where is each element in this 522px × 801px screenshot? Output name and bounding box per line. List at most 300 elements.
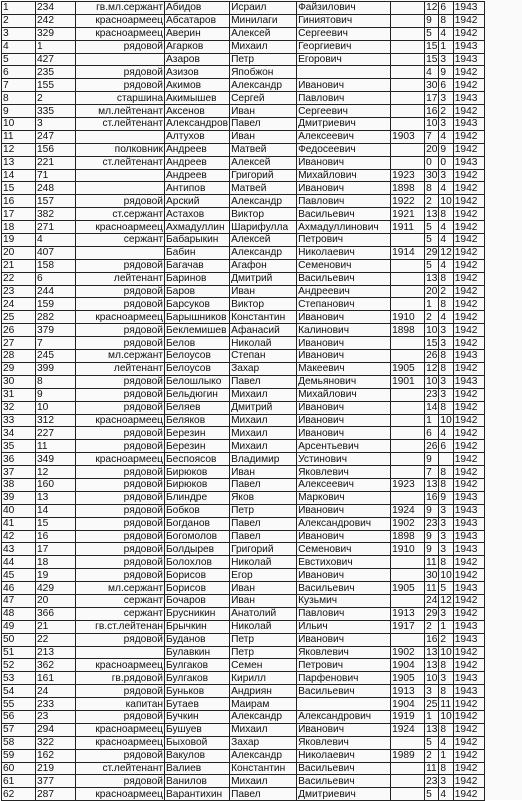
- surname-cell: Белов: [165, 337, 230, 350]
- surname-cell: Болдырев: [165, 543, 230, 556]
- record-code: 162: [36, 749, 76, 762]
- table-row: [2, 182, 485, 195]
- birth-year-cell: [391, 53, 425, 66]
- death-day-cell: 23: [426, 389, 438, 401]
- death-year-cell: 1942: [453, 169, 484, 182]
- first-name-cell: Константин: [230, 762, 297, 775]
- birth-year-cell: [391, 491, 425, 504]
- row-number: 14: [2, 169, 36, 182]
- death-month-cell: 8: [439, 350, 453, 363]
- record-code: 227: [36, 427, 76, 440]
- death-day-cell: 11: [425, 556, 439, 569]
- surname-cell: Азаров: [165, 53, 230, 66]
- death-year-cell: 1942: [453, 208, 484, 221]
- death-month-cell: 5: [439, 582, 453, 595]
- row-number: 6: [2, 66, 36, 79]
- surname-cell: Бельдюгин: [165, 388, 230, 401]
- death-month-cell: 8: [439, 685, 453, 698]
- rank-cell: рядовой: [76, 324, 165, 337]
- row-number: 27: [2, 337, 36, 350]
- death-day-cell: 1: [425, 298, 439, 311]
- first-name-cell: Алексей: [230, 156, 297, 169]
- surname-cell: Буданов: [165, 633, 230, 646]
- record-code: 366: [36, 607, 76, 620]
- death-month-cell: 4: [439, 736, 453, 749]
- death-year-cell: 1943: [453, 118, 484, 131]
- rank-cell: лейтенант: [76, 362, 165, 375]
- patronymic-cell: Иванович: [297, 156, 391, 169]
- death-year-cell: 1942: [453, 659, 484, 672]
- record-code: 1: [36, 40, 76, 53]
- death-month-cell: 10: [440, 646, 452, 658]
- first-name-cell: Алексей: [230, 27, 297, 40]
- first-name-cell: Александр: [230, 195, 297, 208]
- first-name-cell: Сергей: [230, 92, 297, 105]
- table-row: [2, 66, 485, 79]
- row-number: 60: [2, 762, 36, 775]
- birth-year-cell: 1901: [391, 375, 425, 388]
- table-row: [2, 646, 485, 659]
- first-name-cell: Япобжон: [230, 66, 297, 79]
- death-day-cell: 20: [426, 144, 438, 156]
- first-name-cell: Григорий: [230, 543, 297, 556]
- row-number: 15: [2, 182, 36, 195]
- record-code: 379: [36, 324, 76, 337]
- rank-cell: [76, 169, 165, 182]
- patronymic-cell: Семенович: [297, 543, 391, 556]
- rank-cell: рядовой: [76, 685, 165, 698]
- table-row: [2, 736, 485, 749]
- rank-cell: рядовой: [76, 195, 165, 208]
- table-row: [2, 491, 485, 504]
- roster-table: [1, 1, 485, 801]
- death-day-cell: 15: [426, 41, 438, 53]
- record-code: 407: [36, 246, 76, 259]
- surname-cell: Варантихин: [165, 788, 230, 801]
- birth-year-cell: [391, 143, 425, 156]
- record-code: 159: [36, 298, 76, 311]
- table-row: [2, 569, 485, 582]
- rank-cell: рядовой: [76, 337, 165, 350]
- row-number: 37: [2, 466, 36, 479]
- death-year-cell: 1942: [453, 569, 484, 582]
- surname-cell: Березин: [165, 427, 230, 440]
- row-number: 44: [2, 556, 36, 569]
- death-day-cell: 5: [425, 259, 439, 272]
- rank-cell: рядовой: [76, 775, 165, 788]
- first-name-cell: Михаил: [230, 723, 297, 736]
- first-name-cell: Шарифулла: [230, 221, 297, 234]
- death-month-cell: 8: [439, 401, 453, 414]
- surname-cell: Бабарыкин: [165, 234, 230, 247]
- record-code: 399: [36, 362, 76, 375]
- rank-cell: сержант: [76, 234, 165, 247]
- rank-cell: красноармеец: [76, 27, 165, 40]
- death-month-cell: 9: [439, 143, 453, 156]
- death-year-cell: 1943: [453, 517, 484, 530]
- death-day-cell: 17: [426, 92, 438, 104]
- death-month-cell: 1: [439, 749, 453, 762]
- death-month-cell: 4: [439, 221, 453, 234]
- death-year-cell: 1942: [453, 298, 484, 311]
- patronymic-cell: Павлович: [297, 607, 391, 620]
- first-name-cell: Захар: [230, 736, 297, 749]
- surname-cell: Аксенов: [165, 105, 230, 118]
- record-code: 3: [36, 118, 76, 131]
- death-day-cell: 9: [425, 504, 439, 517]
- patronymic-cell: Алексеевич: [297, 478, 391, 491]
- row-number: 58: [2, 736, 36, 749]
- death-year-cell: 1943: [453, 504, 484, 517]
- surname-cell: Бирюков: [165, 466, 230, 479]
- rank-cell: рядовой: [76, 401, 165, 414]
- patronymic-cell: Иванович: [297, 350, 391, 363]
- birth-year-cell: [391, 92, 425, 105]
- patronymic-cell: Васильевич: [297, 775, 391, 788]
- death-day-cell: 16: [426, 105, 438, 117]
- rank-cell: сержант: [76, 607, 165, 620]
- death-month-cell: 2: [439, 633, 453, 646]
- rank-cell: гв.рядовой: [76, 672, 165, 685]
- death-year-cell: 1942: [453, 723, 484, 736]
- surname-cell: Агарков: [165, 40, 230, 53]
- row-number: 18: [2, 221, 36, 234]
- rank-cell: мл.сержант: [76, 350, 165, 363]
- first-name-cell: Кирилл: [230, 672, 297, 685]
- patronymic-cell: Кузьмич: [297, 594, 391, 607]
- death-month-cell: 8: [439, 14, 453, 27]
- patronymic-cell: Иванович: [297, 79, 391, 92]
- birth-year-cell: 1910: [391, 543, 425, 556]
- patronymic-cell: Иванович: [297, 633, 391, 646]
- row-number: 11: [2, 130, 36, 143]
- death-year-cell: 1943: [453, 156, 484, 169]
- table-row: [2, 685, 485, 698]
- birth-year-cell: [391, 775, 425, 788]
- first-name-cell: Константин: [230, 311, 297, 324]
- rank-cell: рядовой: [76, 569, 165, 582]
- death-month-cell: 10: [440, 414, 452, 426]
- row-number: 51: [2, 646, 36, 659]
- table-row: [2, 762, 485, 775]
- death-year-cell: 1942: [453, 698, 484, 711]
- rank-cell: красноармеец: [76, 221, 165, 234]
- death-day-cell: 9: [425, 453, 439, 466]
- row-number: 61: [2, 775, 36, 788]
- rank-cell: рядовой: [76, 543, 165, 556]
- row-number: 22: [2, 272, 36, 285]
- first-name-cell: Павел: [230, 118, 297, 131]
- patronymic-cell: Степанович: [297, 298, 391, 311]
- death-year-cell: 1942: [453, 105, 484, 118]
- death-month-cell: 1: [439, 40, 453, 53]
- death-year-cell: 1942: [453, 401, 484, 414]
- first-name-cell: Петр: [230, 504, 297, 517]
- patronymic-cell: Федосеевич: [297, 143, 391, 156]
- row-number: 48: [2, 607, 36, 620]
- rank-cell: рядовой: [76, 259, 165, 272]
- patronymic-cell: Сергеевич: [297, 105, 391, 118]
- rank-cell: рядовой: [76, 530, 165, 543]
- row-number: 47: [2, 594, 36, 607]
- table-row: [2, 234, 485, 247]
- record-code: 11: [36, 440, 76, 453]
- death-month-cell: 8: [439, 272, 453, 285]
- row-number: 53: [2, 672, 36, 685]
- surname-cell: Бучкин: [165, 710, 230, 723]
- record-code: 21: [36, 620, 76, 633]
- death-month-cell: 2: [439, 105, 453, 118]
- record-code: 219: [36, 762, 76, 775]
- roster-body: [2, 2, 485, 801]
- death-year-cell: 1942: [453, 14, 484, 27]
- birth-year-cell: [391, 285, 425, 298]
- birth-year-cell: 1989: [391, 749, 425, 762]
- death-day-cell: 30: [426, 569, 438, 581]
- death-month-cell: 12: [440, 595, 452, 607]
- patronymic-cell: Васильевич: [297, 762, 391, 775]
- patronymic-cell: Николаевич: [297, 749, 391, 762]
- first-name-cell: Александр: [230, 246, 297, 259]
- death-year-cell: 1942: [453, 388, 484, 401]
- table-row: [2, 401, 485, 414]
- birth-year-cell: 1917: [391, 620, 425, 633]
- record-code: 71: [36, 169, 76, 182]
- rank-cell: красноармеец: [76, 736, 165, 749]
- death-day-cell: 11: [425, 582, 439, 595]
- death-month-cell: [439, 453, 453, 466]
- table-row: [2, 543, 485, 556]
- death-day-cell: 0: [425, 156, 439, 169]
- death-day-cell: 13: [426, 273, 438, 285]
- death-day-cell: 6: [425, 427, 439, 440]
- rank-cell: мл.лейтенант: [76, 105, 165, 118]
- surname-cell: Андреев: [165, 169, 230, 182]
- record-code: 271: [36, 221, 76, 234]
- patronymic-cell: Иванович: [297, 530, 391, 543]
- record-code: 329: [36, 27, 76, 40]
- patronymic-cell: Калинович: [297, 324, 391, 337]
- surname-cell: Болохлов: [165, 556, 230, 569]
- birth-year-cell: 1911: [391, 221, 425, 234]
- patronymic-cell: Васильевич: [297, 582, 391, 595]
- first-name-cell: Анатолий: [230, 607, 297, 620]
- first-name-cell: Николай: [230, 556, 297, 569]
- first-name-cell: Михаил: [230, 388, 297, 401]
- row-number: 5: [2, 53, 36, 66]
- surname-cell: Бабин: [165, 246, 230, 259]
- death-year-cell: 1942: [453, 466, 484, 479]
- table-row: [2, 27, 485, 40]
- rank-cell: гв.мл.сержант: [76, 2, 165, 15]
- first-name-cell: Маирам: [230, 698, 297, 711]
- birth-year-cell: 1898: [391, 182, 425, 195]
- birth-year-cell: [391, 298, 425, 311]
- first-name-cell: Павел: [230, 478, 297, 491]
- birth-year-cell: [391, 234, 425, 247]
- row-number: 17: [2, 208, 36, 221]
- death-year-cell: 1942: [453, 221, 484, 234]
- death-month-cell: 3: [439, 324, 453, 337]
- record-code: 287: [36, 788, 76, 801]
- patronymic-cell: Михайлович: [297, 169, 391, 182]
- record-code: 7: [36, 337, 76, 350]
- record-code: 16: [36, 530, 76, 543]
- first-name-cell: Михаил: [230, 440, 297, 453]
- surname-cell: Буньков: [165, 685, 230, 698]
- birth-year-cell: [391, 427, 425, 440]
- surname-cell: Акимов: [165, 79, 230, 92]
- death-year-cell: 1942: [453, 337, 484, 350]
- birth-year-cell: [391, 788, 425, 801]
- record-code: 362: [36, 659, 76, 672]
- first-name-cell: Павел: [230, 375, 297, 388]
- death-month-cell: 3: [439, 530, 453, 543]
- birth-year-cell: 1923: [391, 169, 425, 182]
- birth-year-cell: [391, 569, 425, 582]
- death-month-cell: 3: [439, 169, 453, 182]
- rank-cell: рядовой: [76, 517, 165, 530]
- surname-cell: Белошлыко: [165, 375, 230, 388]
- surname-cell: Ахмадуллин: [165, 221, 230, 234]
- row-number: 36: [2, 453, 36, 466]
- death-day-cell: 14: [426, 402, 438, 414]
- death-month-cell: 6: [439, 79, 453, 92]
- death-day-cell: 3: [425, 685, 439, 698]
- first-name-cell: Исраил: [230, 2, 297, 15]
- record-code: 158: [36, 259, 76, 272]
- birth-year-cell: [391, 79, 425, 92]
- first-name-cell: Семен: [230, 659, 297, 672]
- record-code: 294: [36, 723, 76, 736]
- death-month-cell: 3: [439, 517, 453, 530]
- patronymic-cell: Иванович: [297, 414, 391, 427]
- death-day-cell: 15: [426, 54, 438, 65]
- patronymic-cell: Устинович: [297, 453, 391, 466]
- first-name-cell: Павел: [230, 517, 297, 530]
- row-number: 54: [2, 685, 36, 698]
- birth-year-cell: [391, 156, 425, 169]
- record-code: 244: [36, 285, 76, 298]
- birth-year-cell: 1898: [391, 324, 425, 337]
- table-row: [2, 582, 485, 595]
- birth-year-cell: 1922: [391, 195, 425, 208]
- row-number: 10: [2, 118, 36, 131]
- birth-year-cell: 1924: [391, 723, 425, 736]
- surname-cell: Березин: [165, 440, 230, 453]
- record-code: 335: [36, 105, 76, 118]
- first-name-cell: Петр: [230, 633, 297, 646]
- record-code: 245: [36, 350, 76, 363]
- record-code: 161: [36, 672, 76, 685]
- surname-cell: Арский: [165, 195, 230, 208]
- rank-cell: [76, 130, 165, 143]
- death-day-cell: 8: [425, 182, 439, 195]
- row-number: 49: [2, 620, 36, 633]
- rank-cell: рядовой: [76, 491, 165, 504]
- patronymic-cell: Макеевич: [297, 362, 391, 375]
- rank-cell: красноармеец: [76, 414, 165, 427]
- rank-cell: сержант: [76, 594, 165, 607]
- table-row: [2, 672, 485, 685]
- surname-cell: Багачав: [165, 259, 230, 272]
- first-name-cell: Иван: [230, 582, 297, 595]
- death-month-cell: 3: [439, 375, 453, 388]
- death-day-cell: 16: [426, 634, 438, 646]
- death-day-cell: 29: [426, 247, 438, 259]
- table-row: [2, 143, 485, 156]
- row-number: 41: [2, 517, 36, 530]
- surname-cell: Валиев: [165, 762, 230, 775]
- first-name-cell: Михаил: [230, 414, 297, 427]
- death-day-cell: 30: [426, 170, 438, 182]
- death-month-cell: 11: [439, 698, 453, 711]
- surname-cell: Брычкин: [165, 620, 230, 633]
- surname-cell: Богомолов: [165, 530, 230, 543]
- death-year-cell: 1942: [453, 79, 484, 92]
- patronymic-cell: Павлович: [297, 92, 391, 105]
- rank-cell: рядовой: [76, 710, 165, 723]
- rank-cell: красноармеец: [76, 311, 165, 324]
- birth-year-cell: [391, 272, 425, 285]
- death-year-cell: 1942: [453, 607, 484, 620]
- row-number: 45: [2, 569, 36, 582]
- rank-cell: рядовой: [76, 388, 165, 401]
- death-day-cell: 24: [426, 595, 438, 607]
- table-row: [2, 453, 485, 466]
- surname-cell: Беспоясов: [165, 453, 230, 466]
- first-name-cell: Дмитрий: [230, 272, 297, 285]
- first-name-cell: Агафон: [230, 259, 297, 272]
- death-day-cell: 29: [426, 608, 438, 620]
- birth-year-cell: 1902: [391, 517, 425, 530]
- patronymic-cell: Петрович: [297, 234, 391, 247]
- birth-year-cell: [391, 14, 425, 27]
- rank-cell: рядовой: [76, 504, 165, 517]
- first-name-cell: Степан: [230, 350, 297, 363]
- death-year-cell: 1942: [453, 246, 484, 259]
- patronymic-cell: Иванович: [297, 337, 391, 350]
- table-row: [2, 788, 485, 801]
- death-month-cell: 8: [439, 298, 453, 311]
- patronymic-cell: Андреевич: [297, 285, 391, 298]
- death-year-cell: 1943: [453, 491, 484, 504]
- table-row: [2, 775, 485, 788]
- rank-cell: капитан: [76, 698, 165, 711]
- death-month-cell: 6: [439, 2, 453, 15]
- rank-cell: рядовой: [76, 749, 165, 762]
- death-month-cell: 4: [439, 259, 453, 272]
- record-code: 156: [36, 143, 76, 156]
- patronymic-cell: Иванович: [297, 311, 391, 324]
- record-code: 242: [36, 14, 76, 27]
- table-row: [2, 53, 485, 66]
- row-number: 25: [2, 311, 36, 324]
- surname-cell: Беклемишев: [165, 324, 230, 337]
- first-name-cell: Алексей: [230, 234, 297, 247]
- birth-year-cell: 1905: [391, 582, 425, 595]
- table-row: [2, 556, 485, 569]
- surname-cell: Бушуев: [165, 723, 230, 736]
- row-number: 42: [2, 530, 36, 543]
- record-code: 8: [36, 375, 76, 388]
- birth-year-cell: 1910: [391, 311, 425, 324]
- rank-cell: рядовой: [76, 478, 165, 491]
- death-day-cell: 30: [426, 79, 438, 91]
- birth-year-cell: [391, 105, 425, 118]
- patronymic-cell: Дмитриевич: [297, 788, 391, 801]
- rank-cell: [76, 246, 165, 259]
